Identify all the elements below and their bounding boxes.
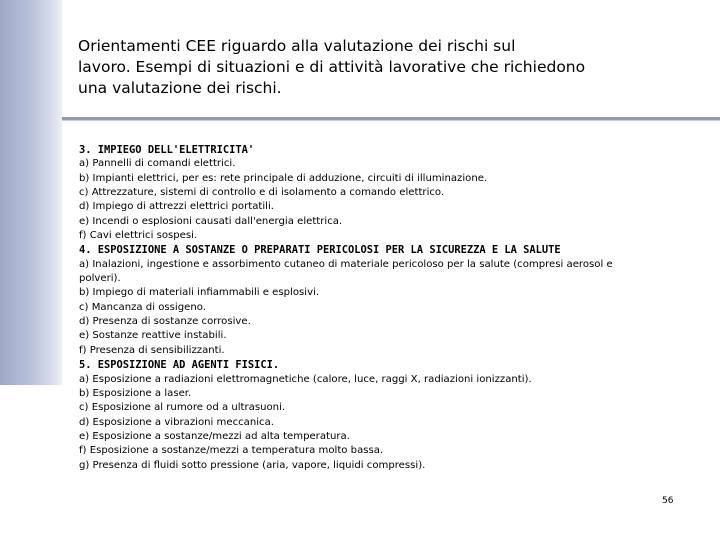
list-item: a) Esposizione a radiazioni elettromagnetiche (calore, luce, raggi X, radiazioni ionizzanti).: [79, 373, 532, 385]
list-item: a) Pannelli di comandi elettrici.: [79, 158, 236, 170]
list-item: f) Cavi elettrici sospesi.: [79, 230, 198, 242]
title-divider-shadow: [62, 120, 720, 121]
section-heading: 4. ESPOSIZIONE A SOSTANZE O PREPARATI PERICOLOSI PER LA SICUREZZA E LA SALUTE: [79, 244, 561, 257]
list-item: e) Sostanze reattive instabili.: [79, 330, 227, 342]
list-item: f) Presenza di sensibilizzanti.: [79, 344, 225, 356]
list-item: e) Incendi o esplosioni causati dall'energia elettrica.: [79, 215, 343, 227]
section-heading: 5. ESPOSIZIONE AD AGENTI FISICI.: [79, 359, 280, 372]
section-heading: 3. IMPIEGO DELL'ELETTRICITA': [79, 144, 255, 156]
list-item: b) Impianti elettrici, per es: rete principale di adduzione, circuiti di illuminazione.: [79, 172, 488, 184]
list-item: c) Esposizione al rumore od a ultrasuoni.: [79, 402, 286, 414]
list-item: e) Esposizione a sostanze/mezzi ad alta temperatura.: [79, 430, 350, 442]
list-item: c) Attrezzature, sistemi di controllo e di isolamento a comando elettrico.: [79, 187, 445, 199]
list-item: g) Presenza di fluidi sotto pressione (aria, vapore, liquidi compressi).: [79, 459, 426, 471]
list-item: c) Mancanza di ossigeno.: [79, 301, 206, 313]
slide-content: [79, 143, 709, 473]
list-item: b) Esposizione a laser.: [79, 387, 192, 399]
list-item: d) Impiego di attrezzi elettrici portatili.: [79, 201, 274, 213]
slide-title: Orientamenti CEE riguardo alla valutazione dei rischi sul lavoro. Esempi di situazioni e di attività lavorative che richiedono una valutazione dei rischi.: [78, 37, 586, 97]
list-item: f) Esposizione a sostanze/mezzi a temperatura molto bassa.: [79, 445, 384, 457]
list-item: d) Presenza di sostanze corrosive.: [79, 316, 251, 328]
page-number: 56: [662, 496, 674, 506]
decorative-side-bar: [0, 0, 62, 385]
list-item: a) Inalazioni, ingestione e assorbimento cutaneo di materiale pericoloso per la salute (compresi aerosol e polveri).: [79, 258, 613, 285]
list-item: b) Impiego di materiali infiammabili e esplosivi.: [79, 287, 320, 299]
list-item: d) Esposizione a vibrazioni meccanica.: [79, 416, 275, 428]
